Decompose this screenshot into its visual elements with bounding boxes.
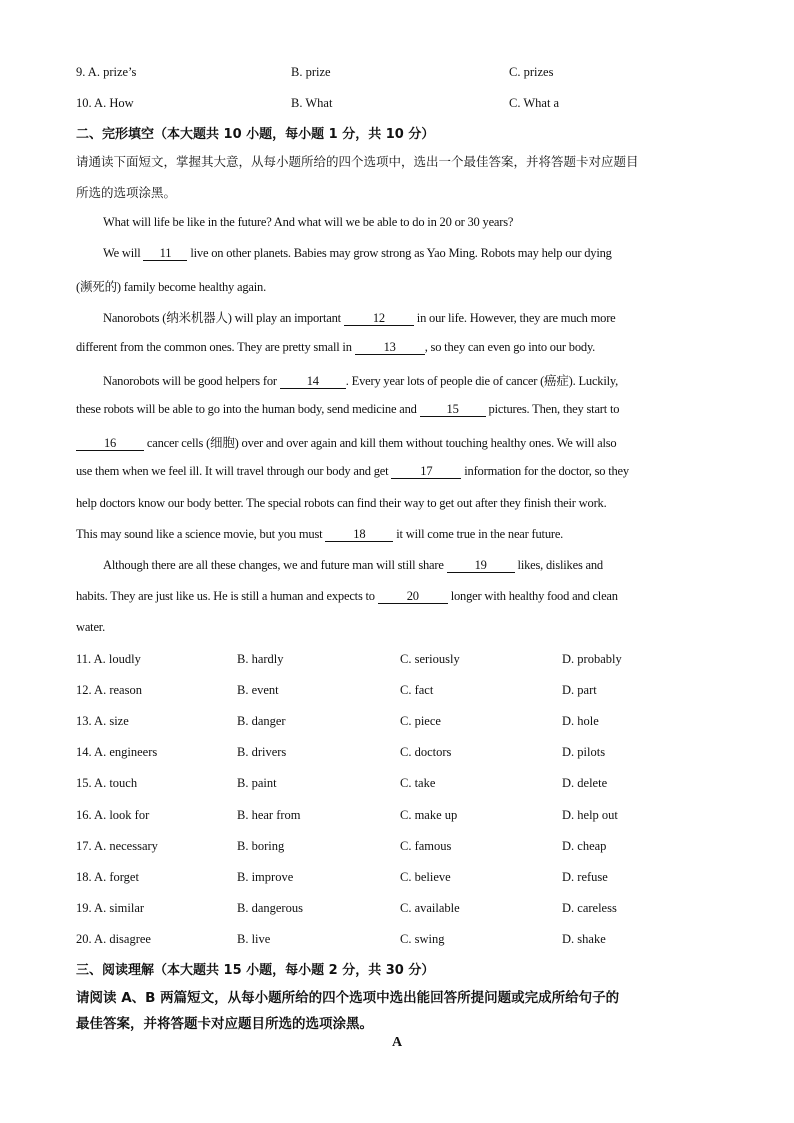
passage-line [76, 527, 563, 542]
option-a: 19. A. similar [76, 901, 145, 915]
passage-text: This may sound like a science movie, but you must [76, 527, 326, 541]
option-c: C. make up [400, 808, 458, 822]
blank-13: 13 [355, 341, 425, 355]
option-c: C. piece [400, 714, 441, 728]
option-d: D. probably [562, 652, 622, 666]
option-b: B. live [237, 932, 271, 946]
option-c: C. take [400, 776, 436, 790]
passage-line [103, 558, 603, 573]
option-b: B. What [291, 96, 333, 110]
option-row-17 [76, 839, 776, 857]
option-row-12 [76, 683, 776, 701]
option-b: B. paint [237, 776, 277, 790]
blank-19: 19 [447, 559, 515, 573]
option-c: C. available [400, 901, 460, 915]
passage-text: Nanorobots will be good helpers for [103, 374, 280, 388]
option-a: 13. A. size [76, 714, 129, 728]
blank-18: 18 [325, 528, 393, 542]
passage-text: Although there are all these changes, we and future man will still share [103, 558, 447, 572]
passage-line: What will life be like in the future? And what will we be able to do in 20 or 30 years? [103, 215, 514, 229]
section-heading-reading: 三、阅读理解（本大题共 15 小题，每小题 2 分，共 30 分） [76, 963, 435, 978]
passage-line: help doctors know our body better. The special robots can find their way to get out after they finish their work. [76, 496, 607, 510]
option-d: D. refuse [562, 870, 608, 884]
option-a: 11. A. loudly [76, 652, 141, 666]
passage-label-a: A [391, 1035, 403, 1050]
option-a: 18. A. forget [76, 870, 139, 884]
passage-text: likes, dislikes and [514, 558, 603, 572]
passage-text: We will [103, 246, 144, 260]
passage-text: cancer cells (细胞) over and over again and kill them without touching healthy ones. We will also [144, 436, 617, 450]
passage-line [76, 433, 616, 451]
option-b: B. improve [237, 870, 294, 884]
option-b: B. hardly [237, 652, 284, 666]
passage-line [103, 308, 616, 326]
passage-text: longer with healthy food and clean [447, 589, 618, 603]
option-row-19 [76, 901, 776, 919]
blank-16: 16 [76, 437, 144, 451]
section-heading-cloze: 二、完形填空（本大题共 10 小题，每小题 1 分，共 10 分） [76, 127, 435, 142]
option-row-20 [76, 932, 776, 950]
option-a: 16. A. look for [76, 808, 150, 822]
option-d: D. shake [562, 932, 606, 946]
option-row-16 [76, 808, 776, 826]
blank-17: 17 [391, 465, 461, 479]
passage-text: live on other planets. Babies may grow strong as Yao Ming. Robots may help our dying [187, 246, 612, 260]
passage-line [76, 402, 619, 417]
option-row-11 [76, 652, 776, 670]
passage-line: (濒死的) family become healthy again. [76, 280, 267, 294]
option-row-18 [76, 870, 776, 888]
blank-14: 14 [280, 375, 346, 389]
option-d: D. part [562, 683, 597, 697]
option-row-15 [76, 776, 776, 794]
option-c: C. prizes [509, 65, 554, 79]
passage-text: these robots will be able to go into the human body, send medicine and [76, 402, 420, 416]
passage-line [103, 246, 612, 261]
option-b: B. event [237, 683, 279, 697]
option-row-9 [76, 65, 776, 83]
section-instructions-line2: 最佳答案，并将答题卡对应题目所选的选项涂黑。 [76, 1016, 373, 1032]
passage-line [76, 589, 618, 604]
passage-line: water. [76, 620, 105, 634]
option-b: B. drivers [237, 745, 287, 759]
passage-text: . Every year lots of people die of cancer (癌症). Luckily, [345, 374, 619, 388]
option-c: C. What a [509, 96, 560, 110]
blank-11: 11 [143, 247, 187, 261]
option-b: B. hear from [237, 808, 301, 822]
option-c: C. doctors [400, 745, 452, 759]
option-c: C. famous [400, 839, 452, 853]
passage-text: different from the common ones. They are pretty small in [76, 340, 355, 354]
passage-text: , so they can even go into our body. [424, 340, 596, 354]
blank-12: 12 [344, 312, 414, 326]
section-instructions-line1: 请通读下面短文，掌握其大意，从每小题所给的四个选项中，选出一个最佳答案，并将答题卡对应题目 [76, 154, 639, 169]
section-instructions-line1: 请阅读 A、B 两篇短文，从每小题所给的四个选项中选出能回答所提问题或完成所给句子的 [76, 990, 620, 1006]
passage-text: use them when we feel ill. It will travel through our body and get [76, 464, 392, 478]
option-row-14 [76, 745, 776, 763]
option-a: 12. A. reason [76, 683, 142, 697]
option-row-10 [76, 96, 776, 114]
option-d: D. help out [562, 808, 618, 822]
option-c: C. swing [400, 932, 445, 946]
option-a: 14. A. engineers [76, 745, 158, 759]
option-a: 20. A. disagree [76, 932, 151, 946]
blank-20: 20 [378, 590, 448, 604]
passage-text: in our life. However, they are much more [413, 311, 616, 325]
passage-line [76, 340, 595, 355]
option-d: D. delete [562, 776, 608, 790]
option-row-13 [76, 714, 776, 732]
passage-text: it will come true in the near future. [393, 527, 564, 541]
option-a: 17. A. necessary [76, 839, 158, 853]
option-c: C. seriously [400, 652, 460, 666]
option-d: D. pilots [562, 745, 606, 759]
option-c: C. believe [400, 870, 451, 884]
passage-text: information for the doctor, so they [461, 464, 629, 478]
passage-line [103, 371, 618, 389]
option-c: C. fact [400, 683, 434, 697]
section-instructions-line2: 所选的选项涂黑。 [76, 185, 177, 200]
option-b: B. boring [237, 839, 285, 853]
option-a: 9. A. prize’s [76, 65, 137, 79]
blank-15: 15 [420, 403, 486, 417]
passage-text: habits. They are just like us. He is still a human and expects to [76, 589, 378, 603]
option-b: B. prize [291, 65, 331, 79]
passage-text: Nanorobots (纳米机器人) will play an important [103, 311, 344, 325]
option-b: B. dangerous [237, 901, 303, 915]
option-a: 15. A. touch [76, 776, 138, 790]
option-d: D. hole [562, 714, 599, 728]
option-d: D. careless [562, 901, 617, 915]
passage-text: pictures. Then, they start to [485, 402, 620, 416]
passage-line [76, 464, 629, 479]
option-a: 10. A. How [76, 96, 134, 110]
option-b: B. danger [237, 714, 286, 728]
option-d: D. cheap [562, 839, 607, 853]
